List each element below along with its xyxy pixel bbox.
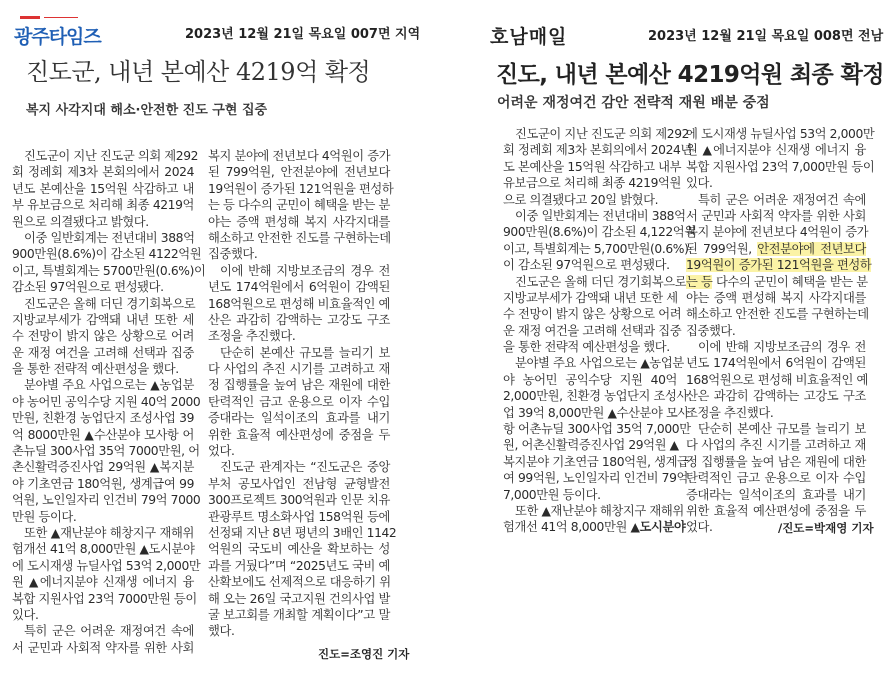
text-line: 168억원으로 편성해 비효율적인 예 [686, 372, 869, 387]
text-line: 원으로 의결됐다고 밝혔다. [12, 214, 149, 229]
text-line: 900만원(8.6%)이 감소된 4122억원 [12, 247, 202, 262]
text-line: 이 감소된 97억원으로 편성됐다. [503, 258, 670, 273]
text-line: 수 전망이 밝지 않은 상황으로 어려 [12, 329, 194, 344]
text-line: 굴 보고회를 개최할 계획이다”고 말 [208, 607, 390, 622]
text-line: 었다. [208, 444, 235, 459]
text-line: 해소하고 안전한 진도를 구현하는데 [208, 230, 391, 245]
text-line: 험개선 41억 8,000만원 ▲도시분야 [12, 542, 195, 557]
text-line: 산확보에도 선제적으로 대응하기 위 [208, 575, 391, 590]
text-line: 진도군은 올해 더딘 경기회복으로 [24, 296, 196, 311]
text-line: 단순히 본예산 규모를 늘리기 보 [220, 345, 390, 360]
text-line: 복합 지원사업 23억 7,000만원 등이 [686, 159, 875, 174]
text-line: 집중했다. [686, 323, 736, 338]
text-line: 서 군민과 사회적 약자를 위한 사회 [12, 640, 194, 655]
text-line: 이중 일반회계는 전년대비 388억 [24, 230, 195, 245]
text-line: 관광루트 명소화사업 158억원 등에 [208, 509, 391, 524]
text-line: 단순히 본예산 규모를 늘리기 보 [698, 422, 866, 437]
text-line: 억 8000만원 ▲수산분야 모사항 어 [12, 427, 194, 442]
text-line: 정 집행률을 높여 남은 재원에 대한 [686, 454, 866, 469]
text-line: 도 본예산을 15억원 삭감하고 내부 [503, 159, 682, 174]
text-line: 년도 174억원에서 6억원이 감액된 [686, 356, 866, 371]
text-line: 위한 효율적 예산편성에 중점을 두 [208, 427, 390, 442]
text-line: 900만원(8.6%)이 감소된 4,122억원 [503, 225, 696, 240]
text-line: 부처 공모사업인 전남형 균형발전 [208, 476, 390, 491]
text-line: 된 799억원, 안전분야에 전년보다 [208, 165, 390, 180]
text-line: 운 재정 여건을 고려해 선택과 집중 [503, 323, 682, 338]
text-line: 또한 ▲재난분야 해창지구 재해위 [515, 503, 684, 518]
text-segment: 된 799억원, [686, 241, 758, 256]
highlighted-text: 는 등 [686, 274, 713, 289]
text-line: 원 ▲에너지분야 신재생 에너지 융 [12, 575, 194, 590]
text-line: 회 정례회 제3차 본회의에서 2024 [12, 165, 194, 180]
text-line: 복합 지원사업 23억 7000만원 등이 [12, 591, 197, 606]
article-column-1 [12, 148, 206, 656]
text-line: 항 어촌뉴딜 300사업 35억 7,000만 [503, 422, 691, 437]
text-line: 분야별 주요 사업으로는 ▲농업분 [515, 356, 684, 371]
text-line: 이고, 특별회계는 5700만원(0.6%)이 [12, 263, 206, 278]
text-line: 원, 어촌신활력증진사업 29억원 ▲ [503, 438, 679, 453]
text-line: 이에 반해 지방보조금의 경우 전 [220, 263, 390, 278]
text-line: 년도 본예산을 15억원 삭감하고 내 [12, 181, 194, 196]
text-line: 었다. [686, 520, 713, 535]
text-segment: 다수의 군민이 혜택을 받는 분 [712, 274, 868, 289]
text-line: 증대라는 일석이조의 효과를 내기 [208, 411, 390, 426]
article-column-2 [208, 148, 397, 640]
text-line: 지방교부세가 감액돼 내년 또한 세 [12, 312, 194, 327]
logo-tagline-mark [20, 14, 78, 21]
text-line: 특히 군은 어려운 재정여건 속에 [24, 624, 194, 639]
text-line: 년도 174억원에서 6억원이 감액된 [208, 280, 390, 295]
text-line: 증대라는 일석이조의 효과를 내기 [686, 487, 866, 502]
text-line: 7,000만원 등이다. [503, 487, 601, 502]
text-line: 는 등 다수의 군민이 혜택을 받는 분 [208, 198, 390, 213]
text-line: 촌뉴딜 300사업 35억 7000만원, 어 [12, 444, 200, 459]
text-line: 특히 군은 어려운 재정여건 속에 [698, 192, 866, 207]
article-column-2 [686, 126, 875, 536]
text-line: 을 통한 전략적 예산편성을 했다. [12, 362, 179, 377]
text-line [686, 274, 866, 290]
text-line: 진도군이 지난 진도군 의회 제292 [24, 149, 199, 163]
article-column-1 [503, 126, 696, 536]
text-line: 여 99억원, 노인일자리 인건비 79억 [503, 471, 688, 486]
text-line: 산은 과감히 감액하는 고강도 구조 [686, 389, 866, 404]
article-headline: 진도, 내년 본예산 4219억원 최종 확정 [496, 62, 884, 88]
text-line: 억원의 국도비 예산을 확보하는 성 [208, 542, 390, 557]
article-subheadline: 복지 사각지대 해소·안전한 진도 구현 집중 [26, 103, 268, 118]
text-line: 또한 ▲재난분야 해창지구 재해위 [24, 525, 194, 540]
article-subheadline: 어려운 재정여건 감안 전략적 재원 배분 중점 [497, 95, 770, 111]
text-line: 19억원이 증가된 121억원을 편성하 [208, 181, 394, 196]
text-line: 야는 증액 편성해 복지 사각지대를 [208, 214, 390, 229]
text-line: 감소된 97억원으로 편성됐다. [12, 280, 164, 295]
text-line: 정 집행률을 높여 남은 재원에 대한 [208, 378, 390, 393]
text-line: 만원 등이다. [12, 509, 77, 524]
text-line: 했다. [208, 624, 235, 639]
text-line: 집중했다. [208, 247, 258, 262]
text-line: 으로 의결됐다고 20일 밝혔다. [503, 192, 659, 207]
reporter-byline: /진도=박재영 기자 [778, 521, 874, 535]
text-line: 있다. [12, 607, 39, 622]
publication-date: 2023년 12월 21일 목요일 007면 지역 [185, 27, 421, 42]
text-line: 복지분야 기초연금 180억원, 생계급 [503, 454, 689, 469]
text-line: 복지 분야에 전년보다 4억원이 증가 [208, 149, 391, 163]
text-line: 168억원으로 편성해 비효율적인 예 [208, 296, 391, 311]
text-line: 수 전망이 밝지 않은 상황으로 어려 [503, 307, 682, 322]
bold-text: ▲도시분야 [630, 520, 686, 535]
text-line: 진도군이 지난 진도군 의회 제292 [515, 127, 690, 141]
text-line: 서 군민과 사회적 약자를 위한 사회 [686, 208, 866, 223]
newspaper-logo: 호남매일 [490, 26, 568, 48]
text-line: 2,000만원, 친환경 농업단지 조성사 [503, 389, 688, 404]
article-headline: 진도군, 내년 본예산 4219억 확정 [26, 58, 371, 86]
text-line [686, 257, 872, 273]
text-line [686, 241, 866, 257]
text-line [503, 519, 686, 535]
text-line: 탄력적인 금고 운용으로 이자 수입 [208, 394, 390, 409]
text-line: 을 통한 전략적 예산편성을 했다. [503, 340, 670, 355]
text-line: 유보금으로 처리해 최종 4219억원 [503, 176, 681, 191]
text-line: 부 유보금으로 처리해 최종 4219억 [12, 198, 194, 213]
text-line: 지방교부세가 감액돼 내년 또한 세 [503, 290, 678, 305]
text-line: 운 재정 여건을 고려해 선택과 집중 [12, 345, 194, 360]
text-line: 탄력적인 금고 운용으로 이자 수입 [686, 471, 866, 486]
text-line: 분야별 주요 사업으로는 ▲농업분 [24, 378, 194, 393]
text-line: 야 기초연금 180억원, 생계급여 99 [12, 476, 194, 491]
text-line: 회 정례회 제3차 본회의에서 2024년 [503, 143, 692, 158]
text-line: 조정을 추진했다. [208, 329, 296, 344]
text-line: 해소하고 안전한 진도를 구현하는데 [686, 307, 869, 322]
text-line: 에 도시재생 뉴딜사업 53억 2,000만 [12, 558, 201, 573]
newspaper-logo: 광주타임즈 [14, 26, 101, 48]
text-line: 원 ▲에너지분야 신재생 에너지 융 [686, 143, 866, 158]
text-line: 산은 과감히 감액하는 고강도 구조 [208, 312, 390, 327]
text-line: 선정돼 지난 8년 평년의 3배인 1142 [208, 525, 397, 540]
text-line: 업 39억 8,000만원 ▲수산분야 모사 [503, 405, 689, 420]
text-line: 야는 증액 편성해 복지 사각지대를 [686, 290, 866, 305]
text-segment: 험개선 41억 8,000만원 [503, 520, 631, 535]
text-line: 이고, 특별회계는 5,700만원(0.6%) [503, 241, 689, 256]
text-line: 야 농어민 공익수당 지원 40억 2000 [12, 394, 201, 409]
text-line: 다 사업의 추진 시기를 고려하고 재 [686, 438, 866, 453]
reporter-byline: 진도=조영진 기자 [318, 647, 410, 661]
text-line: 이중 일반회계는 전년대비 388억 [515, 208, 686, 223]
text-line: 조정을 추진했다. [686, 405, 774, 420]
publication-date: 2023년 12월 21일 목요일 008면 전남 [648, 29, 884, 44]
text-line: 복지 분야에 전년보다 4억원이 증가 [686, 225, 869, 240]
text-line: 이에 반해 지방보조금의 경우 전 [698, 340, 866, 355]
text-line: 진도군은 올해 더딘 경기회복으로 [515, 274, 687, 289]
text-line: 300프로젝트 300억원과 인문 치유 [208, 493, 390, 508]
text-line: 위한 효율적 예산편성에 중점을 두 [686, 503, 866, 518]
highlighted-text: 안전분야에 전년보다 [757, 241, 867, 256]
text-line: 과를 거뒀다”며 “2025년도 국비 예 [208, 558, 390, 573]
text-line: 에 도시재생 뉴딜사업 53억 2,000만 [686, 127, 875, 141]
text-line: 다 사업의 추진 시기를 고려하고 재 [208, 362, 390, 377]
text-line: 억원, 노인일자리 인건비 79억 7000 [12, 493, 201, 508]
text-line: 해 오는 26일 국고지원 건의사업 발 [208, 591, 390, 606]
text-line: 진도군 관계자는 “진도군은 중앙 [220, 460, 390, 475]
text-line: 만원, 친환경 농업단지 조성사업 39 [12, 411, 194, 426]
text-line: 촌신활력증진사업 29억원 ▲복지분 [12, 460, 194, 475]
text-line: 야 농어민 공익수당 지원 40억 [503, 372, 677, 387]
highlighted-text: 19억원이 증가된 121억원을 편성하 [686, 258, 872, 273]
text-line: 있다. [686, 176, 713, 191]
